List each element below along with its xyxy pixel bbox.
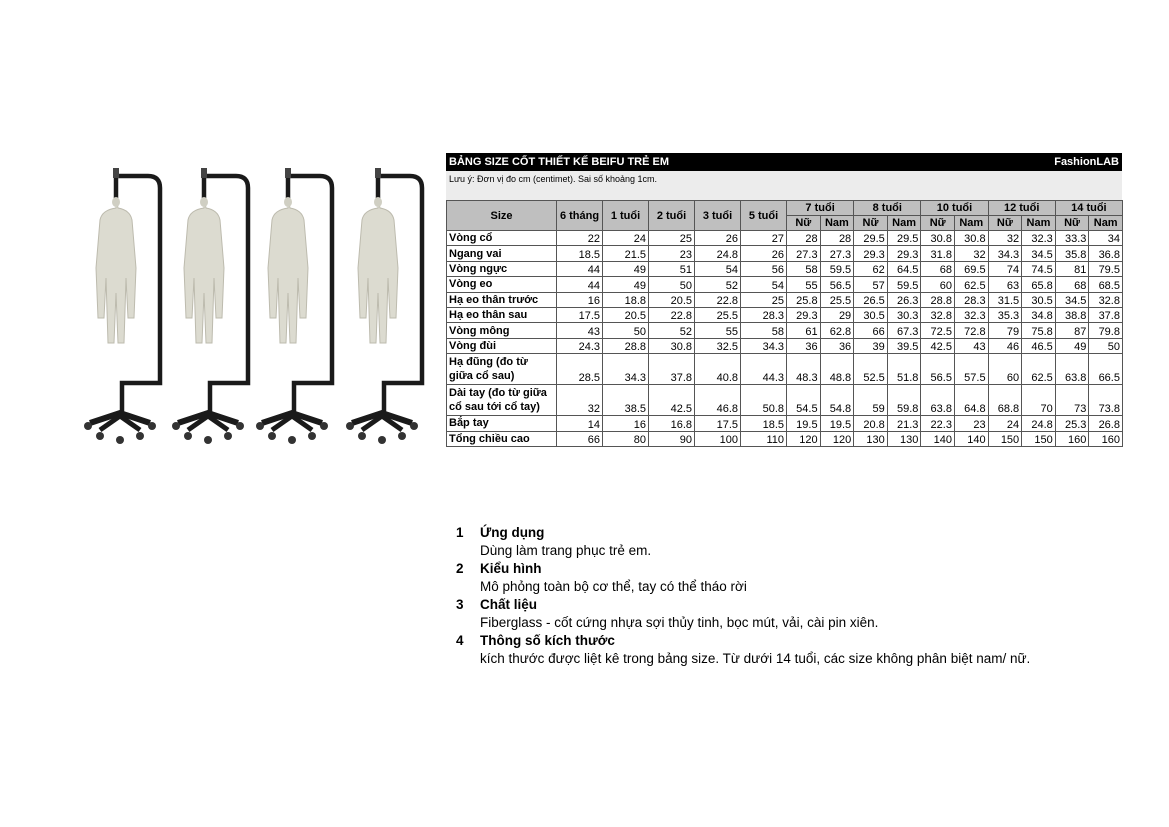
table-cell: 24: [603, 231, 649, 246]
table-cell: 44.3: [741, 354, 787, 385]
table-cell: 44: [557, 277, 603, 292]
info-title: Thông số kích thước: [480, 633, 615, 648]
table-cell: 39: [854, 338, 888, 353]
info-number: 2: [456, 561, 464, 576]
table-cell: 66.5: [1089, 354, 1123, 385]
subheader-male: Nam: [954, 216, 988, 231]
table-row: [447, 323, 1123, 338]
table-cell: 72.5: [921, 323, 955, 338]
table-cell: 32: [557, 385, 603, 416]
table-cell: 21.5: [603, 246, 649, 261]
table-cell: 48.3: [787, 354, 821, 385]
table-cell: 18.8: [603, 292, 649, 307]
table-cell: 66: [557, 431, 603, 446]
table-cell: 36.8: [1089, 246, 1123, 261]
table-cell: 140: [954, 431, 988, 446]
row-label: Hạ eo thân trước: [447, 292, 557, 307]
table-cell: 60: [988, 354, 1022, 385]
table-cell: 19.5: [787, 416, 821, 431]
table-cell: 29: [820, 307, 854, 322]
info-title: Chất liệu: [480, 597, 538, 612]
table-cell: 50: [1089, 338, 1123, 353]
table-cell: 38.8: [1055, 307, 1089, 322]
table-cell: 36: [787, 338, 821, 353]
table-cell: 14: [557, 416, 603, 431]
row-label: Vòng ngực: [447, 261, 557, 276]
size-table-section: [446, 153, 1122, 447]
table-cell: 44: [557, 261, 603, 276]
table-cell: 80: [603, 431, 649, 446]
info-text: Mô phỏng toàn bộ cơ thể, tay có thể tháo rời: [480, 579, 747, 594]
table-cell: 130: [887, 431, 921, 446]
table-cell: 43: [557, 323, 603, 338]
table-cell: 87: [1055, 323, 1089, 338]
table-cell: 34.3: [603, 354, 649, 385]
info-item: [456, 525, 1106, 558]
table-cell: 79: [988, 323, 1022, 338]
table-cell: 56.5: [820, 277, 854, 292]
table-cell: 140: [921, 431, 955, 446]
table-cell: 62.5: [1022, 354, 1056, 385]
info-number: 4: [456, 633, 464, 648]
table-cell: 46.5: [1022, 338, 1056, 353]
subheader-male: Nam: [1022, 216, 1056, 231]
info-heading: [456, 597, 1106, 612]
info-item: [456, 633, 1106, 666]
row-label: Hạ eo thân sau: [447, 307, 557, 322]
subheader-male: Nam: [887, 216, 921, 231]
table-cell: 63.8: [1055, 354, 1089, 385]
table-cell: 72.8: [954, 323, 988, 338]
table-cell: 25.3: [1055, 416, 1089, 431]
table-cell: 23: [649, 246, 695, 261]
table-cell: 51.8: [887, 354, 921, 385]
table-cell: 27.3: [787, 246, 821, 261]
table-cell: 90: [649, 431, 695, 446]
table-cell: 32: [988, 231, 1022, 246]
table-cell: 63.8: [921, 385, 955, 416]
table-cell: 32.3: [1022, 231, 1056, 246]
table-row: [447, 385, 1123, 416]
info-number: 3: [456, 597, 464, 612]
table-cell: 64.8: [954, 385, 988, 416]
table-cell: 33.3: [1055, 231, 1089, 246]
subheader-male: Nam: [820, 216, 854, 231]
table-cell: 28: [820, 231, 854, 246]
table-cell: 16.8: [649, 416, 695, 431]
table-row: [447, 307, 1123, 322]
table-cell: 56: [741, 261, 787, 276]
table-note: Lưu ý: Đơn vị đo cm (centimet). Sai số khoảng 1cm.: [446, 171, 1122, 200]
table-cell: 150: [1022, 431, 1056, 446]
subheader-female: Nữ: [1055, 216, 1089, 231]
table-cell: 68: [921, 261, 955, 276]
table-cell: 26: [741, 246, 787, 261]
table-cell: 73: [1055, 385, 1089, 416]
row-label: Ngang vai: [447, 246, 557, 261]
table-cell: 34: [1089, 231, 1123, 246]
table-cell: 25.8: [787, 292, 821, 307]
table-cell: 17.5: [695, 416, 741, 431]
table-cell: 24.8: [695, 246, 741, 261]
table-cell: 60: [921, 277, 955, 292]
table-cell: 24.8: [1022, 416, 1056, 431]
table-cell: 50.8: [741, 385, 787, 416]
table-cell: 62.5: [954, 277, 988, 292]
table-cell: 36: [820, 338, 854, 353]
header-col: 1 tuổi: [603, 201, 649, 231]
table-cell: 25: [649, 231, 695, 246]
table-cell: 20.8: [854, 416, 888, 431]
table-cell: 28.5: [557, 354, 603, 385]
table-cell: 52.5: [854, 354, 888, 385]
table-cell: 25.5: [820, 292, 854, 307]
table-cell: 17.5: [557, 307, 603, 322]
subheader-female: Nữ: [787, 216, 821, 231]
table-cell: 57: [854, 277, 888, 292]
table-cell: 50: [649, 277, 695, 292]
header-group: 7 tuổi: [787, 201, 854, 216]
table-title-bar: [446, 153, 1122, 171]
table-cell: 26.3: [887, 292, 921, 307]
table-cell: 27: [741, 231, 787, 246]
table-cell: 38.5: [603, 385, 649, 416]
table-cell: 64.5: [887, 261, 921, 276]
table-cell: 63: [988, 277, 1022, 292]
table-cell: 29.5: [854, 231, 888, 246]
table-cell: 42.5: [649, 385, 695, 416]
table-cell: 120: [820, 431, 854, 446]
table-cell: 29.5: [887, 231, 921, 246]
subheader-female: Nữ: [921, 216, 955, 231]
table-cell: 34.5: [1022, 246, 1056, 261]
info-text: Fiberglass - cốt cứng nhựa sợi thủy tinh, bọc mút, vải, cài pin xiên.: [480, 615, 879, 630]
info-item: [456, 561, 1106, 594]
table-cell: 28.8: [921, 292, 955, 307]
table-cell: 37.8: [1089, 307, 1123, 322]
mannequin-photo: [80, 168, 425, 458]
table-cell: 32.8: [921, 307, 955, 322]
table-cell: 59: [854, 385, 888, 416]
info-text: kích thước được liệt kê trong bảng size. Từ dưới 14 tuổi, các size không phân biệt nam/ nữ.: [480, 651, 1031, 666]
table-cell: 56.5: [921, 354, 955, 385]
table-cell: 37.8: [649, 354, 695, 385]
table-cell: 26: [695, 231, 741, 246]
table-cell: 49: [603, 261, 649, 276]
table-cell: 59.5: [820, 261, 854, 276]
table-cell: 22.8: [649, 307, 695, 322]
header-group: 10 tuổi: [921, 201, 988, 216]
table-cell: 16: [557, 292, 603, 307]
table-cell: 54.8: [820, 385, 854, 416]
header-group: 8 tuổi: [854, 201, 921, 216]
table-cell: 30.5: [1022, 292, 1056, 307]
table-cell: 57.5: [954, 354, 988, 385]
table-cell: 59.5: [887, 277, 921, 292]
table-cell: 26.5: [854, 292, 888, 307]
header-size: Size: [447, 201, 557, 231]
info-number: 1: [456, 525, 464, 540]
table-cell: 32: [954, 246, 988, 261]
table-cell: 54.5: [787, 385, 821, 416]
table-cell: 52: [695, 277, 741, 292]
table-cell: 68.5: [1089, 277, 1123, 292]
row-label: Dài tay (đo từ giữa cổ sau tới cổ tay): [447, 385, 557, 416]
table-cell: 31.5: [988, 292, 1022, 307]
table-cell: 52: [649, 323, 695, 338]
row-label: Vòng mông: [447, 323, 557, 338]
table-title: BẢNG SIZE CỐT THIẾT KẾ BEIFU TRẺ EM: [449, 156, 670, 168]
table-cell: 67.3: [887, 323, 921, 338]
table-cell: 32.5: [695, 338, 741, 353]
table-cell: 120: [787, 431, 821, 446]
table-cell: 51: [649, 261, 695, 276]
subheader-female: Nữ: [854, 216, 888, 231]
header-group: 12 tuổi: [988, 201, 1055, 216]
table-cell: 29.3: [854, 246, 888, 261]
header-group: 14 tuổi: [1055, 201, 1122, 216]
table-cell: 22.8: [695, 292, 741, 307]
table-cell: 32.8: [1089, 292, 1123, 307]
table-cell: 25: [741, 292, 787, 307]
info-title: Ứng dụng: [480, 525, 545, 540]
table-cell: 34.8: [1022, 307, 1056, 322]
table-cell: 18.5: [557, 246, 603, 261]
table-cell: 81: [1055, 261, 1089, 276]
table-cell: 61: [787, 323, 821, 338]
table-cell: 39.5: [887, 338, 921, 353]
header-col: 2 tuổi: [649, 201, 695, 231]
table-cell: 24: [988, 416, 1022, 431]
row-label: Hạ đũng (đo từ giữa cổ sau): [447, 354, 557, 385]
table-cell: 40.8: [695, 354, 741, 385]
header-col: 6 tháng: [557, 201, 603, 231]
info-heading: [456, 561, 1106, 576]
table-cell: 31.8: [921, 246, 955, 261]
table-cell: 110: [741, 431, 787, 446]
table-cell: 62.8: [820, 323, 854, 338]
row-label: Vòng đùi: [447, 338, 557, 353]
table-cell: 54: [741, 277, 787, 292]
table-row: [447, 231, 1123, 246]
info-list: [456, 525, 1106, 669]
table-cell: 28.3: [741, 307, 787, 322]
row-label: Vòng eo: [447, 277, 557, 292]
table-cell: 42.5: [921, 338, 955, 353]
table-cell: 16: [603, 416, 649, 431]
table-cell: 22: [557, 231, 603, 246]
table-cell: 75.8: [1022, 323, 1056, 338]
info-heading: [456, 525, 1106, 540]
table-cell: 35.8: [1055, 246, 1089, 261]
table-cell: 62: [854, 261, 888, 276]
row-label: Tổng chiều cao: [447, 431, 557, 446]
header-col: 5 tuổi: [741, 201, 787, 231]
table-cell: 26.8: [1089, 416, 1123, 431]
row-label: Bắp tay: [447, 416, 557, 431]
table-cell: 20.5: [603, 307, 649, 322]
table-cell: 55: [695, 323, 741, 338]
table-cell: 25.5: [695, 307, 741, 322]
table-cell: 59.8: [887, 385, 921, 416]
table-cell: 30.5: [854, 307, 888, 322]
table-cell: 29.3: [887, 246, 921, 261]
table-row: [447, 338, 1123, 353]
table-cell: 19.5: [820, 416, 854, 431]
info-item: [456, 597, 1106, 630]
table-cell: 22.3: [921, 416, 955, 431]
table-row: [447, 431, 1123, 446]
table-cell: 46.8: [695, 385, 741, 416]
table-cell: 160: [1089, 431, 1123, 446]
table-cell: 66: [854, 323, 888, 338]
table-cell: 30.3: [887, 307, 921, 322]
table-cell: 54: [695, 261, 741, 276]
table-cell: 100: [695, 431, 741, 446]
table-cell: 28.3: [954, 292, 988, 307]
header-col: 3 tuổi: [695, 201, 741, 231]
table-cell: 46: [988, 338, 1022, 353]
table-cell: 34.5: [1055, 292, 1089, 307]
subheader-female: Nữ: [988, 216, 1022, 231]
table-cell: 68.8: [988, 385, 1022, 416]
table-cell: 23: [954, 416, 988, 431]
table-cell: 35.3: [988, 307, 1022, 322]
info-heading: [456, 633, 1106, 648]
table-cell: 65.8: [1022, 277, 1056, 292]
table-cell: 34.3: [988, 246, 1022, 261]
info-title: Kiểu hình: [480, 561, 542, 576]
table-row: [447, 246, 1123, 261]
table-cell: 74: [988, 261, 1022, 276]
table-cell: 49: [1055, 338, 1089, 353]
table-cell: 34.3: [741, 338, 787, 353]
table-cell: 50: [603, 323, 649, 338]
table-row: [447, 416, 1123, 431]
table-cell: 74.5: [1022, 261, 1056, 276]
table-cell: 73.8: [1089, 385, 1123, 416]
table-cell: 79.5: [1089, 261, 1123, 276]
table-cell: 18.5: [741, 416, 787, 431]
table-cell: 20.5: [649, 292, 695, 307]
info-text: Dùng làm trang phục trẻ em.: [480, 543, 652, 558]
table-cell: 43: [954, 338, 988, 353]
table-row: [447, 261, 1123, 276]
table-cell: 160: [1055, 431, 1089, 446]
table-cell: 28: [787, 231, 821, 246]
table-cell: 30.8: [649, 338, 695, 353]
table-row: [447, 277, 1123, 292]
table-cell: 79.8: [1089, 323, 1123, 338]
table-cell: 58: [741, 323, 787, 338]
table-cell: 68: [1055, 277, 1089, 292]
table-cell: 32.3: [954, 307, 988, 322]
table-cell: 69.5: [954, 261, 988, 276]
size-table: [446, 200, 1123, 447]
table-cell: 30.8: [954, 231, 988, 246]
table-cell: 130: [854, 431, 888, 446]
table-cell: 49: [603, 277, 649, 292]
table-cell: 30.8: [921, 231, 955, 246]
table-cell: 70: [1022, 385, 1056, 416]
table-cell: 24.3: [557, 338, 603, 353]
table-cell: 48.8: [820, 354, 854, 385]
table-cell: 29.3: [787, 307, 821, 322]
table-row: [447, 292, 1123, 307]
table-cell: 150: [988, 431, 1022, 446]
table-cell: 21.3: [887, 416, 921, 431]
table-row: [447, 354, 1123, 385]
table-cell: 28.8: [603, 338, 649, 353]
brand-label: FashionLAB: [1054, 156, 1119, 168]
table-cell: 55: [787, 277, 821, 292]
row-label: Vòng cổ: [447, 231, 557, 246]
table-cell: 27.3: [820, 246, 854, 261]
subheader-male: Nam: [1089, 216, 1123, 231]
table-cell: 58: [787, 261, 821, 276]
